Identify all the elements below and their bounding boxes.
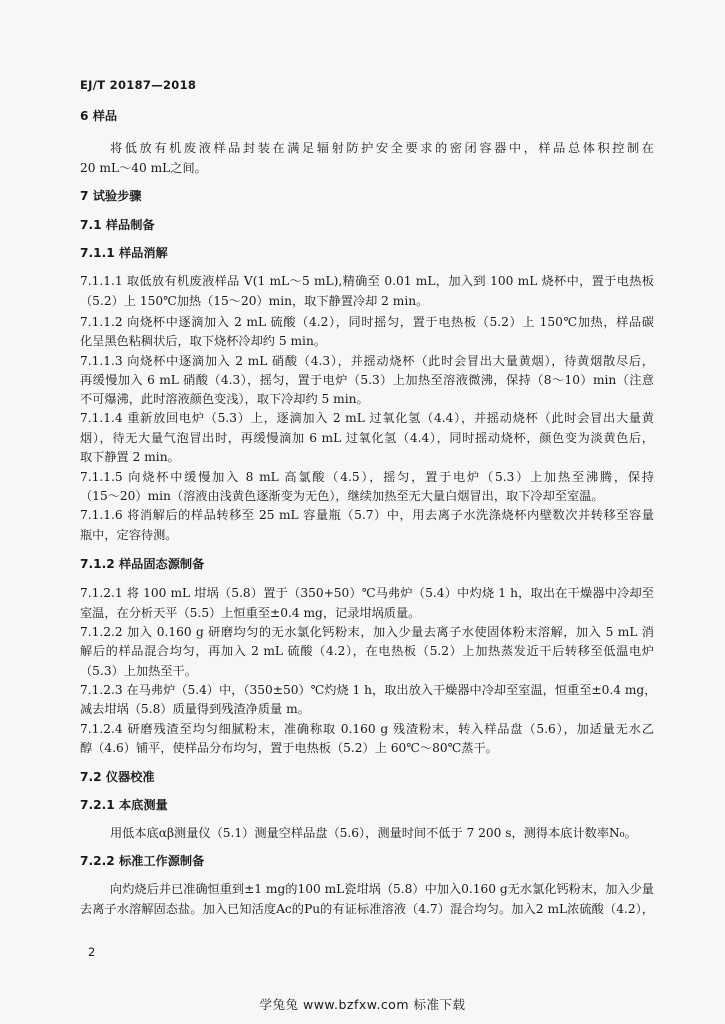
paragraph-line: 向灼烧后并已准确恒重到±1 mg的100 mL瓷坩埚（5.8）中加入0.160 g无水氯化钙粉末，加入少量 — [110, 882, 654, 896]
section-heading: 7 试验步骤 — [80, 189, 142, 203]
paragraph-line: 7.1.1.2 向烧杯中逐滴加入 2 mL 硫酸（4.2），同时摇匀，置于电热板（5.2）上 150℃加热，样品碳 — [80, 315, 654, 329]
paragraph-line: 7.1.1.3 向烧杯中逐滴加入 2 mL 硝酸（4.3），并摇动烧杯（此时会冒出大量黄烟），待黄烟散尽后， — [80, 354, 654, 368]
paragraph-line: 7.1.2.3 在马弗炉（5.4）中，（350±50）℃灼烧 1 h，取出放入干燥器中冷却至室温，恒重至±0.4 mg， — [80, 683, 657, 697]
paragraph-line: 7.1.1.4 重新放回电炉（5.3）上，逐滴加入 2 mL 过氧化氢（4.4），并摇动烧杯（此时会冒出大量黄 — [80, 411, 654, 425]
paragraph-line: 7.1.1.1 取低放有机废液样品 V(1 mL～5 mL),精确至 0.01 mL，加入到 100 mL 烧杯中，置于电热板 — [80, 274, 654, 288]
section-heading: 7.1.2 样品固态源制备 — [80, 557, 205, 571]
paragraph-line: 再缓慢加入 6 mL 硝酸（4.3），摇匀，置于电炉（5.3）上加热至溶液微沸，保持（8～10）min（注意 — [80, 373, 654, 387]
paragraph-line: 7.1.2.4 研磨残渣至均匀细腻粉末，准确称取 0.160 g 残渣粉末，转入样品盘（5.6），加适量无水乙 — [80, 722, 654, 736]
paragraph-line: 20 mL～40 mL之间。 — [80, 161, 207, 175]
section-heading: 7.2 仪器校准 — [80, 770, 155, 784]
section-heading: 7.1.1 样品消解 — [80, 246, 168, 260]
paragraph-line: 不可爆沸，此时溶液颜色变浅），取下冷却约 5 min。 — [80, 392, 369, 406]
section-heading: 7.2.1 本底测量 — [80, 798, 168, 812]
watermark-text: 学兔兔 www.bzfxw.com 标准下载 — [259, 997, 466, 1012]
paragraph-line: 7.1.2.1 将 100 mL 坩埚（5.8）置于（350+50）℃马弗炉（5.4）中灼烧 1 h，取出在干燥器中冷却至 — [80, 586, 654, 600]
paragraph-line: 用低本底αβ测量仪（5.1）测量空样品盘（5.6），测量时间不低于 7 200 s，测得本底计数率N₀。 — [110, 826, 637, 840]
paragraph-line: （5.2）上 150℃加热（15～20）min，取下静置冷却 2 min。 — [80, 294, 429, 308]
paragraph-line: 取下静置 2 min。 — [80, 450, 180, 464]
paragraph-line: （15～20）min（溶液由浅黄色逐渐变为无色），继续加热至无大量白烟冒出，取下冷却至室温。 — [80, 489, 604, 503]
paragraph-line: 去离子水溶解固态盐。加入已知活度Ac的Pu的有证标准溶液（4.7）混合均匀。加入2 mL浓硫酸（4.2）， — [80, 902, 654, 916]
paragraph-line: 瓶中，定容待测。 — [80, 528, 178, 542]
paragraph-line: 室温，在分析天平（5.5）上恒重至±0.4 mg，记录坩埚质量。 — [80, 606, 421, 620]
paragraph-line: 7.1.2.2 加入 0.160 g 研磨均匀的无水氯化钙粉末，加入少量去离子水使固体粉末溶解，加入 5 mL 消 — [80, 625, 654, 639]
section-heading: 7.2.2 标准工作源制备 — [80, 854, 205, 868]
paragraph-line: 烟），待无大量气泡冒出时，再缓慢滴加 6 mL 过氧化氢（4.4），同时摇动烧杯，颜色变为淡黄色后， — [80, 431, 654, 445]
paragraph-line: 7.1.1.5 向烧杯中缓慢加入 8 mL 高氯酸（4.5），摇匀，置于电炉（5.3）上加热至沸腾，保持 — [80, 470, 654, 484]
paragraph-line: 减去坩埚（5.8）质量得到残渣净质量 m。 — [80, 702, 310, 716]
section-heading: 6 样品 — [80, 109, 118, 123]
paragraph-line: 化呈黑色粘稠状后，取下烧杯冷却约 5 min。 — [80, 334, 326, 348]
page-number: 2 — [88, 945, 96, 959]
paragraph-line: 将低放有机废液样品封装在满足辐射防护安全要求的密闭容器中，样品总体积控制在 — [110, 141, 654, 155]
section-heading: 7.1 样品制备 — [80, 218, 155, 232]
paragraph-line: （5.3）上加热至干。 — [80, 664, 197, 678]
paragraph-line: 醇（4.6）铺平，使样品分布均匀，置于电热板（5.2）上 60℃～80℃蒸干。 — [80, 741, 498, 755]
paragraph-line: 7.1.1.6 将消解后的样品转移至 25 mL 容量瓶（5.7）中，用去离子水洗涤烧杯内壁数次并转移至容量 — [80, 508, 654, 522]
paragraph-line: 解后的样品混合均匀，再加入 2 mL 硫酸（4.2），在电热板（5.2）上加热蒸发近干后转移至低温电炉 — [80, 644, 654, 658]
standard-number: EJ/T 20187—2018 — [80, 78, 197, 92]
